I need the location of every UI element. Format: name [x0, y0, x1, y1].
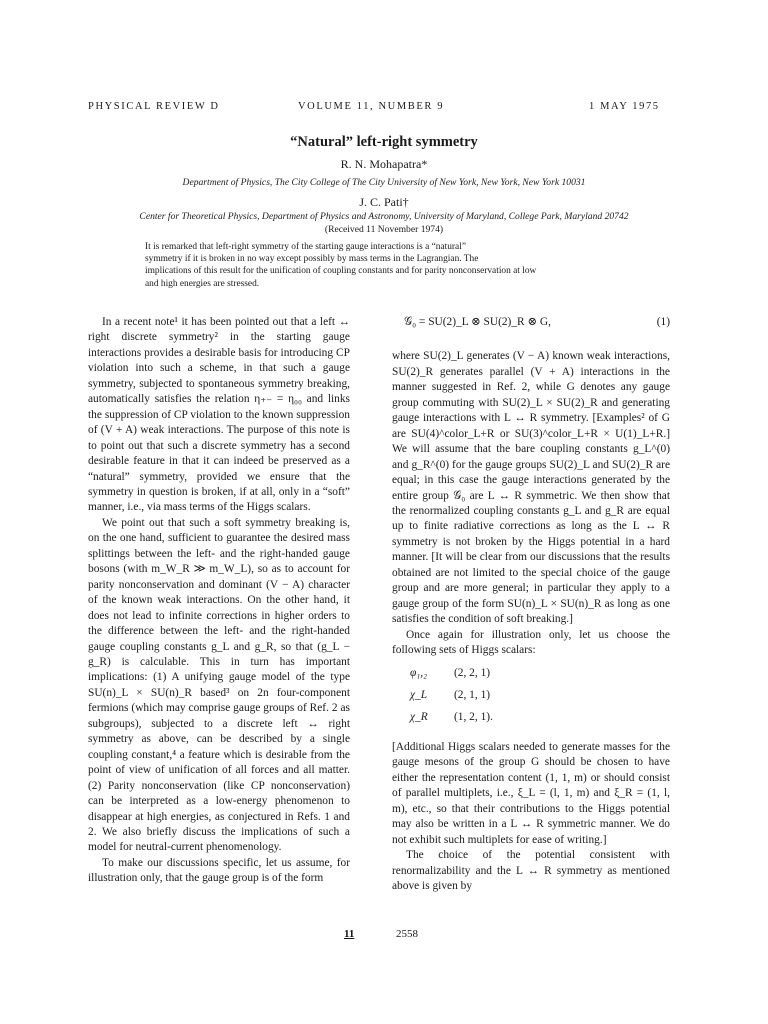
paragraph: In a recent note¹ it has been pointed out that a left ↔ right discrete symmetry² in the starting gauge interactions provides a desirable basis for introducing CP violation into such a scheme, in that such a gauge symmetry, subjected to spontaneous symmetry breaking, automatically satisfies the relation η₊₋ = η₀₀ and links the suppression of CP violation to the known suppression of (V + A) weak interactions. The purpose of this note is to point out that such a discrete symmetry has a second desirable feature in that it can indeed be preserved as a “natural” symmetry, provided we ensure that the symmetry in question is broken, if at all, only in a “soft” manner, i.e., via mass terms of the Higgs scalars. — [88, 316, 350, 514]
footer-volume: 11 — [344, 928, 355, 940]
higgs-row — [392, 710, 670, 725]
left-column — [88, 315, 350, 887]
received-date: (Received 11 November 1974) — [324, 224, 444, 235]
equation-text: 𝒢₀ = SU(2)_L ⊗ SU(2)_R ⊗ G, — [404, 316, 551, 328]
paragraph: The choice of the potential consistent with renormalizability and the L ↔ R symmetry as mentioned above is given by — [392, 849, 670, 892]
higgs-rep: (2, 2, 1) — [454, 666, 491, 679]
affiliation-1: Department of Physics, The City College of The City University of New York, New York, New York 10031 — [182, 177, 586, 188]
journal-name: PHYSICAL REVIEW D — [88, 101, 220, 112]
affiliation-2: Center for Theoretical Physics, Department of Physics and Astronomy, University of Maryland, College Park, Maryland 20742 — [139, 211, 629, 222]
author-1: R. N. Mohapatra* — [340, 157, 428, 171]
paper-title: “Natural” left-right symmetry — [290, 134, 478, 150]
issue-date: 1 MAY 1975 — [589, 101, 660, 112]
paragraph: We point out that such a soft symmetry breaking is, on the one hand, sufficient to guarantee the desired mass splittings between the left- and the right-handed gauge bosons (with m_W_R ≫ m_W_L), so as to account for parity nonconservation and dominant (V − A) character of the known weak interactions. On the other hand, it does not lead to infinite corrections in higher orders to the difference between the left- and the right-handed gauge coupling constants g_L and g_R, so that (g_L − g_R) is calculable. This in turn has important implications: (1) A unifying gauge model of the type SU(n)_L × SU(n)_R based³ on 2n four-component fermions (which may comprise gauge groups of Ref. 2 as subgroups), subjected to a discrete left ↔ right symmetry as above, can be described by a single coupling constant,⁴ a feature which is desirable from the point of view of unification of all forces and all matter. (2) Parity nonconservation (like CP nonconservation) can be interpreted as a low-energy phenomenon to disappear at high energies, as conjectured in Refs. 1 and 2. We also briefly discuss the implications of such a model for neutral-current phenomenology. — [88, 516, 350, 854]
higgs-rep: (2, 1, 1) — [454, 688, 491, 701]
higgs-symbol: φ₁,₂ — [410, 666, 428, 679]
paragraph: Once again for illustration only, let us choose the following sets of Higgs scalars: — [392, 628, 670, 657]
higgs-row — [392, 666, 670, 681]
paragraph: To make our discussions specific, let us assume, for illustration only, that the gauge group is of the form — [88, 856, 350, 885]
right-column — [392, 315, 670, 894]
abstract — [145, 241, 665, 290]
higgs-row — [392, 688, 670, 703]
equation-number: (1) — [656, 316, 670, 328]
page-number: 2558 — [396, 928, 418, 940]
author-2: J. C. Pati† — [359, 195, 409, 209]
abstract-line: and high energies are stressed. — [145, 278, 260, 289]
abstract-line: It is remarked that left-right symmetry of the starting gauge interactions is a “natural” — [145, 242, 466, 252]
paragraph: where SU(2)_L generates (V − A) known weak interactions, SU(2)_R generates parallel (V + A) interactions in the manner suggested in Ref. 2, while G denotes any gauge group commuting with SU(2)_L × SU(2)_R and generating gauge interactions with L ↔ R symmetry. [Examples² of G are SU(4)^color_L+R or SU(3)^color_L+R × U(1)_L+R.] We will assume that the bare coupling constants g_L^(0) and g_R^(0) for the gauge groups SU(2)_L and SU(2)_R are equal; in this case the gauge interactions generated by the entire group 𝒢₀ are L ↔ R symmetric. We then show that the renormalized coupling constants g_L and g_R are equal up to finite radiative corrections as long as the L ↔ R symmetry is not broken by the Higgs potential in a hard manner. [It will be clear from our discussions that the results obtained are not limited to the special choice of the gauge group and are more general; in particular they apply to a gauge group of the form SU(n)_L × SU(n)_R as long as one satisfies the condition of soft breaking.] — [392, 350, 670, 626]
equation-1 — [392, 315, 670, 330]
paragraph: [Additional Higgs scalars needed to generate masses for the gauge mesons of the group G should be chosen to have either the representation content (1, 1, m) or should consist of parallel multiplets, i.e., ξ_L = (l, 1, m) and ξ_R = (1, l, m), etc., so that their contributions to the Higgs potential may also be written in a L ↔ R symmetric manner. We do not exhibit such multiplets for ease of writing.] — [392, 740, 670, 846]
higgs-symbol: χ_R — [410, 711, 428, 724]
abstract-line: symmetry if it is broken in no way except possibly by mass terms in the Lagrangian. The — [145, 254, 479, 265]
higgs-symbol: χ_L — [410, 688, 428, 701]
abstract-line: implications of this result for the unification of coupling constants and for parity nonconservation at low — [145, 266, 537, 277]
volume-number: VOLUME 11, NUMBER 9 — [298, 101, 445, 112]
higgs-rep: (1, 2, 1). — [454, 711, 493, 724]
